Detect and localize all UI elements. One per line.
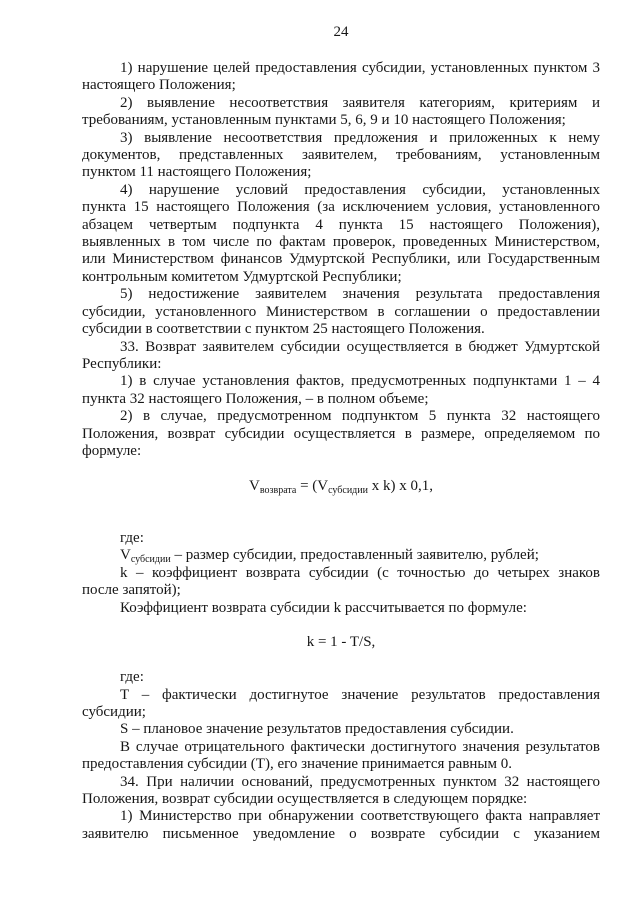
text-line: пункта 15 настоящего Положения (за исключением условия, установленного	[82, 199, 600, 216]
negative-value-note	[82, 739, 600, 774]
formula-operator: = (	[296, 477, 318, 494]
text-line: формуле:	[82, 442, 142, 459]
text-line: документов, представленных заявителем, требованиям, установленным	[82, 147, 600, 164]
text-line: Положения, возврат субсидии осуществляется в следующем порядке:	[82, 791, 528, 808]
formula-tail: x k) x 0,1,	[367, 477, 433, 494]
text-line: заявителю письменное уведомление о возврате субсидии с указанием	[82, 825, 600, 842]
text-line: субсидии;	[82, 704, 146, 721]
text-line: Республики:	[82, 355, 162, 372]
text-line: 1) Министерство при обнаружении соответствующего факта направляет	[120, 808, 600, 825]
formula-subscript: возврата	[259, 484, 297, 496]
coefficient-intro: Коэффициент возврата субсидии k рассчитывается по формуле:	[120, 599, 527, 616]
point-34-intro	[82, 774, 600, 809]
text-line: после запятой);	[82, 582, 181, 599]
text-line: субсидии в соответствии с пунктом 25 настоящего Положения.	[82, 321, 485, 338]
text-line: пункта 32 настоящего Положения, – в полном объеме;	[82, 390, 429, 407]
text-line: T – фактически достигнутое значение результатов предоставления	[120, 686, 600, 703]
text-line: В случае отрицательного фактически достигнутого значения результатов	[120, 738, 600, 755]
text-line: абзацем четвертым подпункта 4 пункта 15 настоящего Положения),	[82, 216, 600, 233]
text-line: 5) недостижение заявителем значения результата предоставления	[120, 286, 600, 303]
text-line: контрольным комитетом Удмуртской Республики;	[82, 268, 402, 285]
point-32-item-4	[82, 182, 600, 286]
definition-text: – размер субсидии, предоставленный заявителю, рублей;	[170, 547, 539, 564]
point-32-item-1	[82, 60, 600, 95]
coefficient-formula: k = 1 - T/S,	[306, 634, 376, 651]
point-32-item-2	[82, 95, 600, 130]
text-line: 4) нарушение условий предоставления субсидии, установленных	[120, 181, 600, 198]
text-line: пунктом 11 настоящего Положения;	[82, 164, 312, 181]
text-line: 2) в случае, предусмотренном подпунктом 5 пункта 32 настоящего	[120, 408, 600, 425]
point-32-item-3	[82, 130, 600, 182]
formula-symbol: V	[249, 477, 260, 494]
text-line: 1) нарушение целей предоставления субсидии, установленных пунктом 3	[120, 60, 600, 76]
text-line: 2) выявление несоответствия заявителя категориям, критериям и	[120, 94, 600, 111]
text-line: Положения, возврат субсидии осуществляется в размере, определяемом по	[82, 425, 600, 442]
text-line: предоставления субсидии (T), его значение принимается равным 0.	[82, 756, 513, 773]
text-line: субсидии, установленного Министерством в соглашении о предоставлении	[82, 303, 600, 320]
point-33-item-2	[82, 408, 600, 460]
text-line: 3) выявление несоответствия предложения и приложенных к нему	[120, 129, 600, 146]
text-line: выявленных в том числе по фактам проверок, проведенных Министерством,	[82, 234, 600, 251]
text-line: или Министерством финансов Удмуртской Республики, или Государственным	[82, 251, 600, 268]
point-33-intro	[82, 339, 600, 374]
point-34-item-1	[82, 808, 600, 843]
point-33-item-1	[82, 373, 600, 408]
k-definition	[82, 565, 600, 600]
formula-symbol: V	[317, 477, 329, 494]
definition-symbol: V	[120, 547, 131, 564]
point-32-item-5	[82, 286, 600, 338]
document-body	[82, 60, 600, 843]
text-line: требованиям, установленным пунктами 5, 6, 9 и 10 настоящего Положения;	[82, 112, 566, 129]
where-label: где:	[120, 529, 144, 546]
return-amount-formula	[82, 478, 600, 495]
formula-subscript: субсидии	[328, 484, 368, 496]
text-line: настоящего Положения;	[82, 77, 236, 94]
text-line: 33. Возврат заявителем субсидии осуществляется в бюджет Удмуртской	[120, 338, 600, 355]
t-definition	[82, 687, 600, 722]
subsidy-definition	[82, 547, 600, 564]
text-line: k – коэффициент возврата субсидии (с точностью до четырех знаков	[120, 564, 600, 581]
page-number: 24	[333, 24, 349, 40]
text-line: 1) в случае установления фактов, предусмотренных подпунктами 1 – 4	[120, 373, 600, 390]
definition-subscript: субсидии	[130, 554, 171, 566]
s-definition: S – плановое значение результатов предоставления субсидии.	[120, 721, 514, 738]
text-line: 34. При наличии оснований, предусмотренных пунктом 32 настоящего	[120, 773, 600, 790]
where-label: где:	[120, 669, 144, 686]
